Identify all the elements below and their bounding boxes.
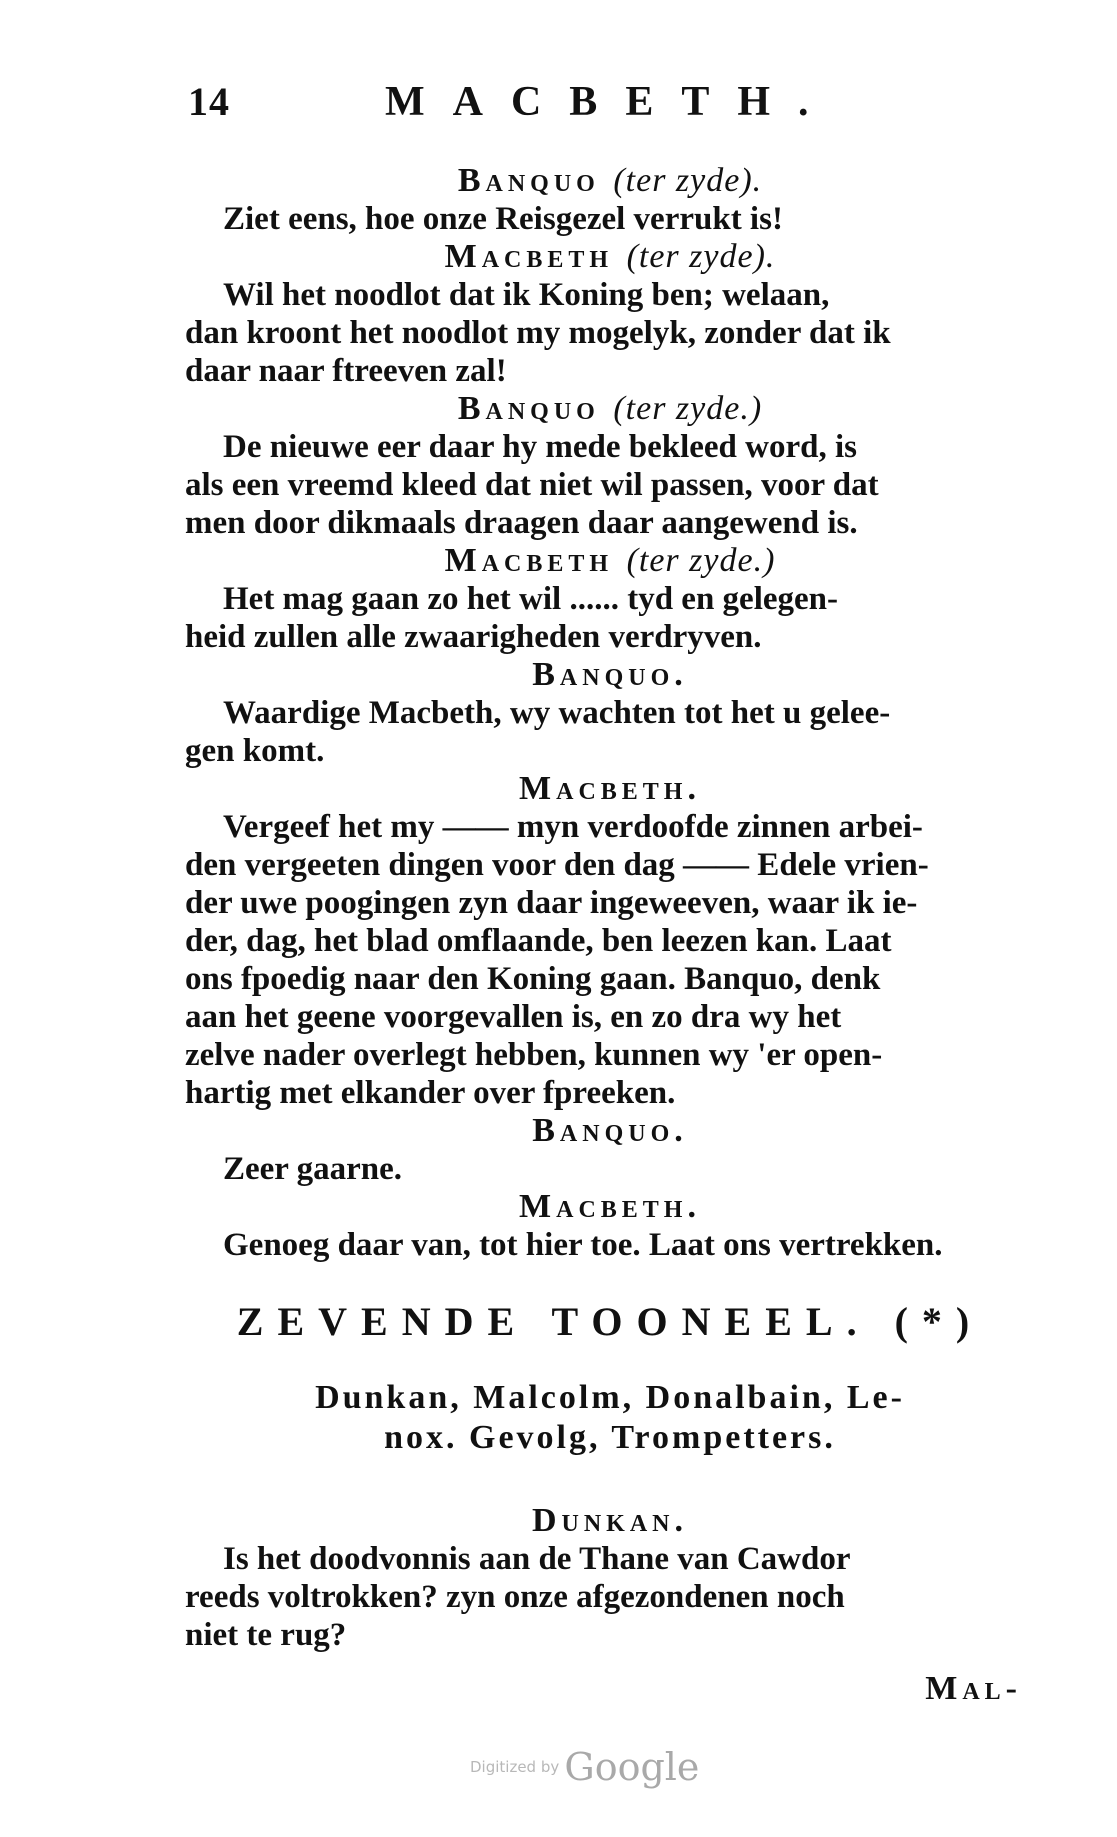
speech — [185, 1150, 1035, 1188]
speech-line: daar naar ftreeven zal! — [185, 353, 507, 389]
page-header — [180, 78, 1040, 138]
speaker-name: Banquo — [457, 390, 600, 427]
speech — [185, 1226, 1035, 1264]
speech-line: men door dikmaals draagen daar aangewend is. — [185, 505, 858, 541]
speaker-heading — [185, 1112, 1035, 1150]
speech-line: Zeer gaarne. — [223, 1151, 403, 1187]
speaker-name: Banquo. — [532, 1112, 688, 1149]
speaker-heading — [185, 770, 1035, 808]
speech-line: der, dag, het blad omflaande, ben leezen kan. Laat — [185, 923, 892, 959]
cast-line: Dunkan, Malcolm, Donalbain, Le- — [315, 1379, 905, 1416]
digitization-watermark — [470, 1745, 699, 1789]
speech-line: Vergeef het my —— myn verdoofde zinnen arbei- — [223, 809, 923, 845]
catchword: Mal- — [925, 1670, 1022, 1707]
speech-line: Wil het noodlot dat ik Koning ben; welaan, — [223, 277, 830, 313]
speech — [185, 276, 1035, 390]
speech — [185, 1540, 1035, 1654]
speaker-heading — [185, 238, 1035, 276]
scene-title: ZEVENDE TOONEEL. (*) — [236, 1299, 984, 1344]
speech — [185, 428, 1035, 542]
speech-line: der uwe poogingen zyn daar ingeweeven, waar ik ie- — [185, 885, 918, 921]
speaker-name: Banquo — [457, 162, 600, 199]
cast-line: nox. Gevolg, Trompetters. — [384, 1419, 836, 1456]
speaker-name: Macbeth — [444, 542, 614, 579]
speech-line: als een vreemd kleed dat niet wil passen, voor dat — [185, 467, 879, 503]
speaker-heading — [185, 1188, 1035, 1226]
speech — [185, 200, 1035, 238]
play-text — [185, 162, 1035, 1654]
google-logo: Google — [564, 1745, 700, 1789]
speech-line: hartig met elkander over fpreeken. — [185, 1075, 676, 1111]
speaker-heading — [185, 656, 1035, 694]
speech-line: niet te rug? — [185, 1617, 347, 1653]
running-title: MACBETH. — [385, 79, 837, 125]
speaker-name: Macbeth. — [519, 770, 701, 807]
speech-line: heid zullen alle zwaarigheden verdryven. — [185, 619, 762, 655]
speech-line: reeds voltrokken? zyn onze afgezondenen noch — [185, 1579, 845, 1615]
speech-line: De nieuwe eer daar hy mede bekleed word, is — [223, 429, 857, 465]
speech-line: Waardige Macbeth, wy wachten tot het u gelee- — [223, 695, 891, 731]
speech — [185, 694, 1035, 770]
speaker-heading — [185, 162, 1035, 200]
speech — [185, 580, 1035, 656]
speech-line: dan kroont het noodlot my mogelyk, zonder dat ik — [185, 315, 891, 351]
speaker-heading — [185, 390, 1035, 428]
speaker-name: Banquo. — [532, 656, 688, 693]
speaker-heading — [185, 542, 1035, 580]
watermark-prefix: Digitized by — [470, 1758, 560, 1776]
speech-line: Is het doodvonnis aan de Thane van Cawdor — [223, 1541, 851, 1577]
stage-direction: (ter zyde.) — [613, 390, 763, 427]
stage-direction: (ter zyde.) — [626, 542, 776, 579]
speaker-name: Dunkan. — [531, 1502, 689, 1539]
speech — [185, 808, 1035, 1112]
stage-direction: (ter zyde). — [613, 162, 763, 199]
speaker-name: Macbeth — [444, 238, 614, 275]
speech-line: Het mag gaan zo het wil ...... tyd en gelegen- — [223, 581, 838, 617]
speech-line: den vergeeten dingen voor den dag —— Edele vrien- — [185, 847, 929, 883]
stage-direction: (ter zyde). — [626, 238, 776, 275]
speech-line: aan het geene voorgevallen is, en zo dra wy het — [185, 999, 842, 1035]
speaker-name: Macbeth. — [519, 1188, 701, 1225]
speech-line: Genoeg daar van, tot hier toe. Laat ons vertrekken. — [223, 1227, 943, 1263]
speech-line: zelve nader overlegt hebben, kunnen wy 'er open- — [185, 1037, 883, 1073]
page-number: 14 — [188, 79, 230, 124]
speech-line: Ziet eens, hoe onze Reisgezel verrukt is! — [223, 201, 783, 237]
cast-list — [185, 1378, 1035, 1458]
speech-line: gen komt. — [185, 733, 325, 769]
speech-line: ons fpoedig naar den Koning gaan. Banquo, denk — [185, 961, 881, 997]
speaker-heading — [185, 1502, 1035, 1540]
